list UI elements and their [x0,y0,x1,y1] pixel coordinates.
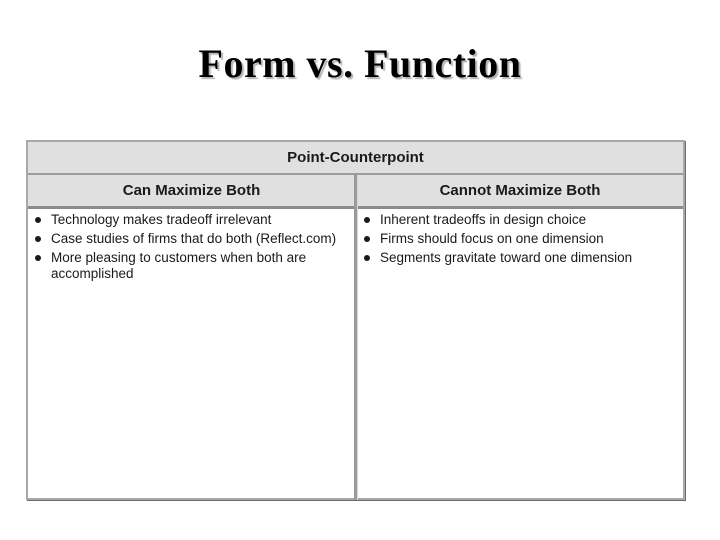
list-item [361,231,679,247]
list-item-text: Case studies of firms that do both (Reflect.com) [51,231,337,246]
right-column-heading: Cannot Maximize Both [357,175,683,209]
bullet-icon [364,236,370,242]
list-item [361,212,679,228]
left-column-body [28,209,354,499]
list-item [32,212,350,228]
list-item [32,250,350,282]
slide-title: Form vs. Function [198,41,522,86]
bullet-icon [364,217,370,223]
left-bullet-list [32,212,350,282]
bullet-icon [35,217,41,223]
list-item-text: Technology makes tradeoff irrelevant [51,212,272,227]
list-item-text: More pleasing to customers when both are accomplished [51,250,307,281]
bullet-icon [364,255,370,261]
left-column-heading: Can Maximize Both [28,175,355,209]
list-item-text: Segments gravitate toward one dimension [380,250,633,265]
bullet-icon [35,236,41,242]
right-bullet-list [361,212,679,266]
bullet-icon [35,255,41,261]
list-item [32,231,350,247]
point-counterpoint-table [26,140,685,500]
list-item-text: Firms should focus on one dimension [380,231,604,246]
right-column-body [357,209,683,499]
table-header: Point-Counterpoint [28,142,683,175]
list-item [361,250,679,266]
list-item-text: Inherent tradeoffs in design choice [380,212,587,227]
